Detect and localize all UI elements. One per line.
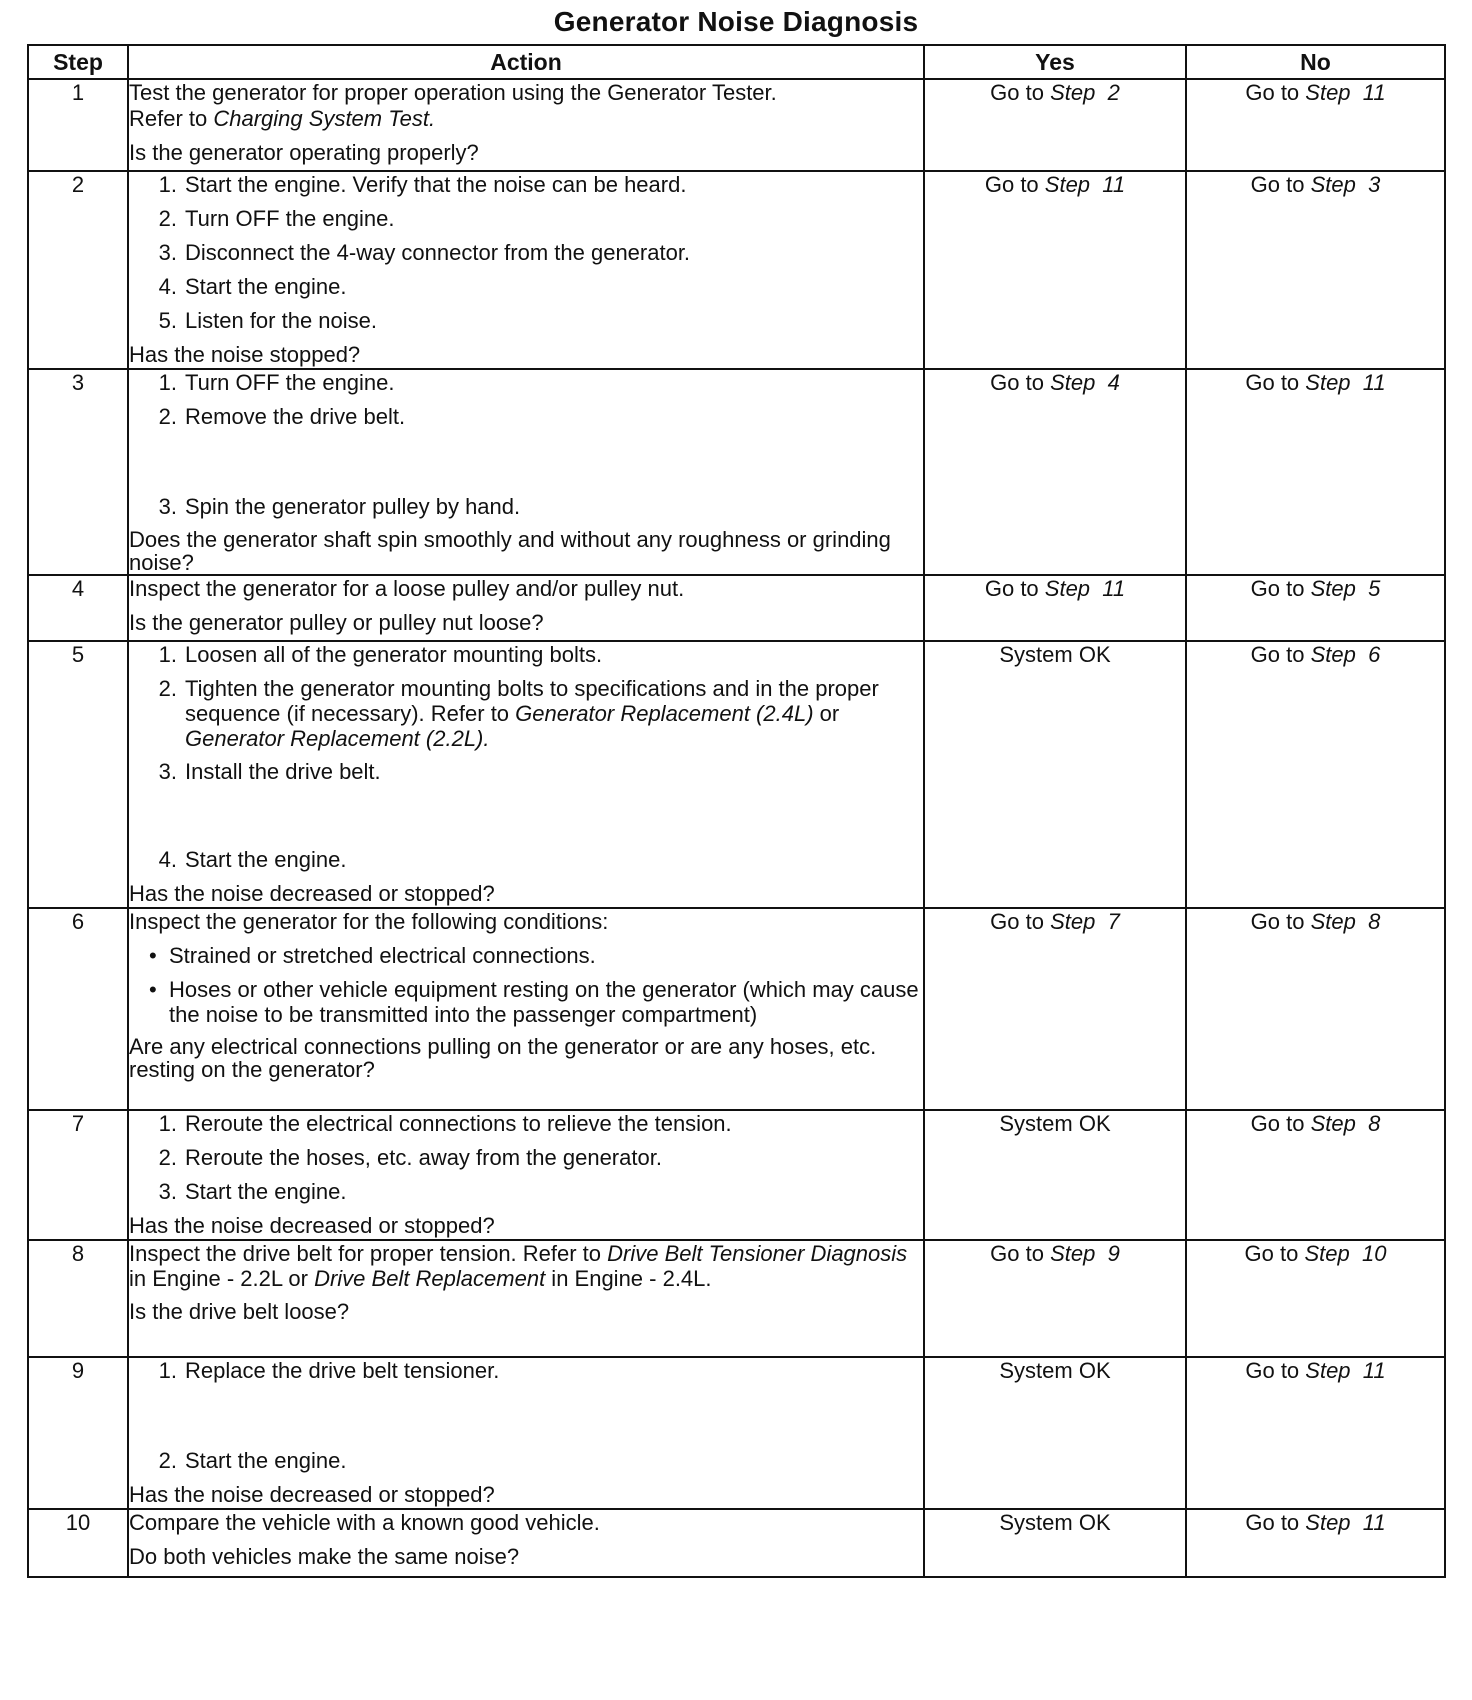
table-row bbox=[28, 171, 1445, 369]
page-title: Generator Noise Diagnosis bbox=[553, 6, 919, 37]
no-result: Go to Step 11 bbox=[1186, 79, 1445, 171]
question-text: Has the noise decreased or stopped? bbox=[129, 1213, 495, 1238]
table-row bbox=[28, 1509, 1445, 1577]
step-number: 5 bbox=[28, 641, 128, 908]
step-number: 6 bbox=[28, 908, 128, 1110]
reference-link[interactable]: Drive Belt Tensioner Diagnosis bbox=[607, 1241, 908, 1266]
action-cell bbox=[128, 1240, 924, 1357]
action-cell bbox=[128, 369, 924, 575]
no-result: Go to Step 8 bbox=[1186, 1110, 1445, 1240]
step-number: 9 bbox=[28, 1357, 128, 1509]
action-text: Inspect the generator for a loose pulley and/or pulley nut. bbox=[129, 576, 685, 601]
action-text: Inspect the drive belt for proper tension. Refer to Drive Belt Tensioner Diagnosis in Engine - 2.2L or Drive Belt Replacement in Engine - 2.4L. bbox=[129, 1241, 908, 1291]
question-text: Does the generator shaft spin smoothly and without any roughness or grinding noise? bbox=[129, 527, 891, 575]
list-item: 4. Start the engine. bbox=[158, 847, 347, 872]
no-result: Go to Step 6 bbox=[1186, 641, 1445, 908]
no-result: Go to Step 8 bbox=[1186, 908, 1445, 1110]
table-row bbox=[28, 575, 1445, 641]
question-text: Is the generator pulley or pulley nut loose? bbox=[129, 610, 544, 635]
yes-result: Go to Step 7 bbox=[924, 908, 1186, 1110]
list-item: • Hoses or other vehicle equipment resting on the generator (which may cause the noise to be transmitted into the passenger compartment) bbox=[149, 977, 919, 1027]
list-item: 1. Loosen all of the generator mounting bolts. bbox=[158, 642, 603, 667]
step-number: 10 bbox=[28, 1509, 128, 1577]
table-row bbox=[28, 908, 1445, 1110]
question-text: Is the drive belt loose? bbox=[129, 1299, 350, 1324]
list-item: 1. Turn OFF the engine. bbox=[158, 370, 395, 395]
reference-link[interactable]: Drive Belt Replacement bbox=[314, 1266, 546, 1291]
yes-result: System OK bbox=[924, 641, 1186, 908]
question-text: Is the generator operating properly? bbox=[129, 140, 479, 165]
step-number: 3 bbox=[28, 369, 128, 575]
table-header-row bbox=[28, 45, 1445, 79]
action-cell bbox=[128, 1357, 924, 1509]
yes-result: Go to Step 11 bbox=[924, 171, 1186, 369]
list-item: 3. Spin the generator pulley by hand. bbox=[158, 494, 521, 519]
action-cell bbox=[128, 641, 924, 908]
question-text: Do both vehicles make the same noise? bbox=[129, 1544, 520, 1569]
header-no: No bbox=[1186, 45, 1445, 79]
step-number: 4 bbox=[28, 575, 128, 641]
list-item: 3. Start the engine. bbox=[158, 1179, 347, 1204]
no-result: Go to Step 3 bbox=[1186, 171, 1445, 369]
action-text: Inspect the generator for the following conditions: bbox=[129, 909, 609, 934]
no-result: Go to Step 11 bbox=[1186, 1509, 1445, 1577]
step-number: 2 bbox=[28, 171, 128, 369]
table-row bbox=[28, 79, 1445, 171]
yes-result: Go to Step 2 bbox=[924, 79, 1186, 171]
question-text: Has the noise stopped? bbox=[129, 342, 361, 367]
question-text: Has the noise decreased or stopped? bbox=[129, 1482, 495, 1507]
action-text: Refer to Charging System Test. bbox=[129, 106, 436, 131]
reference-link[interactable]: Generator Replacement (2.4L) bbox=[515, 701, 814, 726]
yes-result: Go to Step 11 bbox=[924, 575, 1186, 641]
table-row bbox=[28, 1240, 1445, 1357]
yes-result: Go to Step 9 bbox=[924, 1240, 1186, 1357]
list-item: • Strained or stretched electrical connections. bbox=[149, 943, 596, 968]
step-number: 7 bbox=[28, 1110, 128, 1240]
list-item: 2. Reroute the hoses, etc. away from the generator. bbox=[158, 1145, 662, 1170]
yes-result: System OK bbox=[924, 1509, 1186, 1577]
no-result: Go to Step 11 bbox=[1186, 1357, 1445, 1509]
list-item: 1. Reroute the electrical connections to relieve the tension. bbox=[158, 1111, 732, 1136]
action-cell bbox=[128, 575, 924, 641]
list-item: 2. Remove the drive belt. bbox=[158, 404, 406, 429]
action-cell bbox=[128, 1509, 924, 1577]
diagnosis-table bbox=[27, 44, 1446, 1578]
table-row bbox=[28, 641, 1445, 908]
action-text: Test the generator for proper operation using the Generator Tester. bbox=[129, 80, 777, 105]
no-result: Go to Step 5 bbox=[1186, 575, 1445, 641]
step-number: 1 bbox=[28, 79, 128, 171]
yes-result: System OK bbox=[924, 1357, 1186, 1509]
action-cell bbox=[128, 908, 924, 1110]
list-item: 5. Listen for the noise. bbox=[158, 308, 378, 333]
question-text: Has the noise decreased or stopped? bbox=[129, 881, 495, 906]
reference-link[interactable]: Charging System Test. bbox=[213, 106, 436, 131]
action-cell bbox=[128, 1110, 924, 1240]
action-cell bbox=[128, 171, 924, 369]
table-row bbox=[28, 1357, 1445, 1509]
header-action: Action bbox=[128, 45, 924, 79]
list-item: 2. Turn OFF the engine. bbox=[158, 206, 395, 231]
yes-result: Go to Step 4 bbox=[924, 369, 1186, 575]
list-item: 4. Start the engine. bbox=[158, 274, 347, 299]
list-item: 1. Replace the drive belt tensioner. bbox=[158, 1358, 500, 1383]
step-number: 8 bbox=[28, 1240, 128, 1357]
reference-link[interactable]: Generator Replacement (2.2L). bbox=[185, 726, 490, 751]
action-text: Compare the vehicle with a known good vehicle. bbox=[129, 1510, 600, 1535]
list-item: 3. Install the drive belt. bbox=[158, 759, 381, 784]
list-item: 2. Tighten the generator mounting bolts to specifications and in the proper sequence (if necessary). Refer to Generator Replacement (2.4L) or Generator Replacement (2.2L). bbox=[158, 676, 879, 751]
action-cell bbox=[128, 79, 924, 171]
table-row bbox=[28, 1110, 1445, 1240]
question-text: Are any electrical connections pulling on the generator or are any hoses, etc. resting on the generator? bbox=[129, 1034, 877, 1082]
header-yes: Yes bbox=[924, 45, 1186, 79]
list-item: 1. Start the engine. Verify that the noise can be heard. bbox=[158, 172, 687, 197]
yes-result: System OK bbox=[924, 1110, 1186, 1240]
no-result: Go to Step 10 bbox=[1186, 1240, 1445, 1357]
list-item: 3. Disconnect the 4-way connector from the generator. bbox=[158, 240, 691, 265]
no-result: Go to Step 11 bbox=[1186, 369, 1445, 575]
header-step: Step bbox=[28, 45, 128, 79]
table-row bbox=[28, 369, 1445, 575]
list-item: 2. Start the engine. bbox=[158, 1448, 347, 1473]
